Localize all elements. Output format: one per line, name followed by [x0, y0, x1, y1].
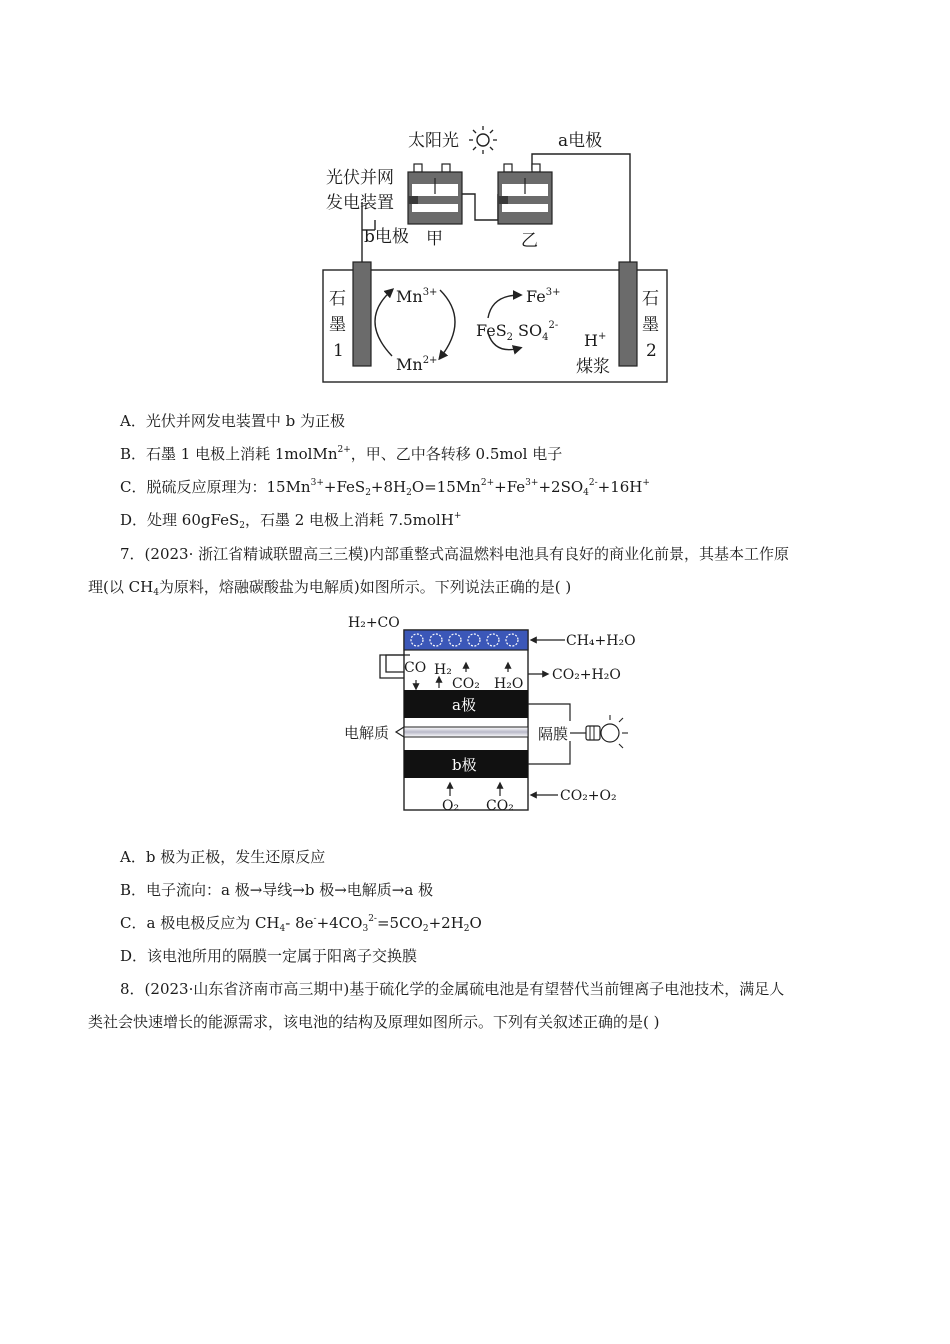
- label-fes2: FeS$_2$: [476, 321, 514, 343]
- membrane-layer: [404, 727, 528, 737]
- label-slurry: 煤浆: [576, 357, 610, 377]
- label-pv-line2: 发电装置: [326, 193, 394, 213]
- label-fe3: $Fe^{3+}$: [526, 287, 561, 306]
- q7-stem-line2: 理(以 $CH_4$为原料，熔融碳酸盐为电解质)如图所示。下列说法正确的是( ): [88, 578, 572, 598]
- label-graphite2-c: 2: [646, 341, 657, 361]
- q7-option-b: B．电子流向：a 极→导线→b 极→电解质→a 极: [120, 881, 434, 899]
- label-b-electrode: b电极: [364, 227, 409, 247]
- label-graphite1-a: 石: [329, 289, 346, 309]
- sun-icon: [469, 126, 497, 154]
- label-co2-o2: CO₂+O₂: [560, 788, 617, 804]
- figure-photovoltaic-desulfurization: [320, 120, 670, 385]
- label-pv-line1: 光伏并网: [326, 168, 394, 188]
- label-ch4-h2o: CH₄+H₂O: [566, 633, 636, 649]
- label-h2-co: H₂+CO: [348, 615, 400, 631]
- q8-stem-line2: 类社会快速增长的能源需求，该电池的结构及原理如图所示。下列有关叙述正确的是( ): [88, 1013, 660, 1031]
- q7-stem-line1: 7．(2023· 浙江省精诚联盟高三三模)内部重整式高温燃料电池具有良好的商业化前景，其基本工作原: [120, 545, 789, 563]
- label-co: CO: [404, 660, 427, 676]
- label-h2: H₂: [434, 662, 452, 678]
- label-so4: $SO_4^{2-}$: [518, 320, 559, 343]
- graphite-electrode-2: [619, 262, 637, 366]
- label-mn3: $Mn^{3+}$: [396, 287, 438, 306]
- label-graphite1-c: 1: [333, 341, 344, 361]
- cell-jia: [408, 164, 462, 224]
- light-bulb-icon: [586, 715, 628, 748]
- label-cell-jia: 甲: [426, 229, 443, 249]
- q7-option-c: C．a 极电极反应为 $CH_4-$ $8e^-+4CO_3^{2-}=5CO_2+2H_2O$: [120, 914, 482, 934]
- label-co2-bottom: CO₂: [486, 798, 514, 814]
- label-co2-h2o: CO₂+H₂O: [552, 667, 621, 683]
- label-mn2: $Mn^{2+}$: [396, 355, 438, 374]
- label-b-pole: b极: [452, 756, 477, 774]
- q6-option-d: D．处理 60gFeS$_2$，石墨 2 电极上消耗 7.5molH+: [120, 511, 462, 531]
- label-graphite1-b: 墨: [329, 315, 346, 335]
- label-co2-mid: CO₂: [452, 676, 480, 692]
- label-electrolyte: 电解质: [344, 724, 390, 742]
- label-sunlight: 太阳光: [408, 131, 459, 151]
- q7-option-d: D．该电池所用的隔膜一定属于阳离子交换膜: [120, 947, 418, 965]
- label-h2o: H₂O: [494, 676, 524, 692]
- label-o2: O₂: [442, 798, 460, 814]
- label-h-plus: H+: [584, 331, 607, 350]
- label-a-pole: a极: [452, 696, 476, 714]
- label-a-electrode: a电极: [558, 131, 603, 151]
- label-graphite2-b: 墨: [642, 315, 659, 335]
- cell-yi: [498, 164, 552, 224]
- q6-option-a: A．光伏并网发电装置中 b 为正极: [120, 412, 345, 430]
- q7-option-a: A．b 极为正极，发生还原反应: [120, 848, 326, 866]
- q8-stem-line1: 8．(2023·山东省济南市高三期中)基于硫化学的金属硫电池是有望替代当前锂离子电池技术，满足人: [120, 980, 785, 998]
- q6-option-b: B．石墨 1 电极上消耗 1molMn$^{2+}$，甲、乙中各转移 0.5mol 电子: [120, 445, 563, 463]
- q6-option-c: C．脱硫反应原理为：$15Mn^{3+}+FeS_2+8H_2O=15Mn^{2+}+Fe^{3+}+2SO_4^{2-}+16H^+$: [120, 478, 650, 498]
- label-cell-yi: 乙: [521, 231, 538, 251]
- label-membrane: 隔膜: [538, 725, 569, 743]
- label-graphite2-a: 石: [642, 289, 659, 309]
- graphite-electrode-1: [353, 262, 371, 366]
- figure-fuel-cell: [340, 612, 640, 817]
